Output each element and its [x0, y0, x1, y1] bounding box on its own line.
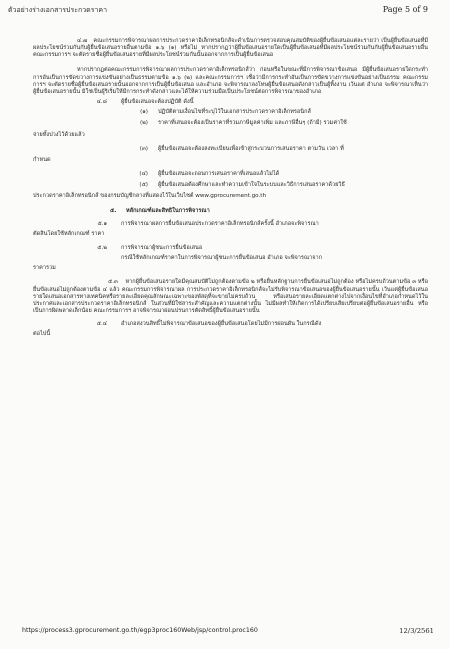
subclause-4-number: (๔): [139, 171, 148, 178]
clause-5-2: [33, 245, 428, 252]
clause-5-3-number: ๕.๓: [108, 279, 118, 286]
clause-5-1-text: การพิจารณาผลการยื่นข้อเสนอประกวดราคาอิเล็กทรอนิกส์ครั้งนี้ อำเภอจะพิจารณา: [121, 220, 319, 227]
clause-4-7-text: คณะกรรมการพิจารณาผลการประกวดราคาอิเล็กทรอนิกส์จะดำเนินการตรวจสอบคุณสมบัติของผู้ยื่นข้อเสนอแต่ละรายว่า เป็นผู้ยื่นข้อเสนอที่มีผลประโยชน์ร่วมกันกับผู้ยื่นข้อเสนอรายอื่นตามข้อ ๑.๖ (๑) หรือไม่ หากปรากฏว่าผู้ยื่นข้อเสนอรายใดเป็นผู้ยื่นข้อเสนอที่มีผลประโยชน์ร่วมกันกับผู้ยื่นข้อเสนอรายอื่น คณะกรรมการฯ จะตัดรายชื่อผู้ยื่นข้อเสนอรายที่มีผลประโยชน์ร่วมกันนั้นออกจากการเป็นผู้ยื่นข้อเสนอ: [33, 38, 429, 59]
clause-5-1: [33, 221, 428, 228]
clause-5-3: [33, 279, 428, 315]
subclause-2: [33, 120, 428, 127]
clause-4-7-number: ๔.๗: [77, 38, 88, 44]
page-number: Page 5 of 9: [382, 5, 428, 14]
subclause-1-number: (๑): [140, 109, 148, 116]
clause-4-8: [33, 99, 428, 106]
subclause-3-text: ผู้ยื่นข้อเสนอจะต้องลงทะเบียนเพื่อเข้าสู่กระบวนการเสนอราคา ตามวัน เวลา ที่: [158, 145, 344, 152]
clause-5-4: [33, 321, 428, 328]
clause-4-8-text: ผู้ยื่นข้อเสนอจะต้องปฏิบัติ ดังนี้: [121, 99, 194, 106]
clause-5-1-continuation: ตัดสินโดยใช้หลักเกณฑ์ ราคา: [33, 230, 105, 237]
subclause-4: [33, 171, 428, 178]
clause-5-2-continuation: ราคารวม: [33, 265, 56, 272]
subclause-2-number: (๒): [139, 120, 148, 127]
subclause-5-text: ผู้ยื่นข้อเสนอต้องศึกษาและทำความเข้าใจในระบบและวิธีการเสนอราคาด้วยวิธี: [158, 182, 345, 189]
document-header-title: ตัวอย่างร่างเอกสารประกวดราคา: [8, 6, 108, 14]
clause-5-1-number: ๕.๑: [97, 220, 107, 227]
subclause-5: [33, 182, 428, 189]
subclause-3-number: (๓): [139, 145, 148, 152]
footer-url: https://process3.gprocurement.go.th/egp3proc160Web/jsp/control.proc160: [22, 627, 258, 634]
clause-5-2-number: ๕.๒: [97, 244, 107, 251]
clause-5-2-text: การพิจารณาผู้ชนะการยื่นข้อเสนอ: [121, 244, 203, 251]
paragraph-collusion: หากปรากฏต่อคณะกรรมการพิจารณาผลการประกวดราคาอิเล็กทรอนิกส์ว่า ก่อนหรือในขณะที่มีการพิจารณาข้อเสนอ มีผู้ยื่นข้อเสนอรายใดกระทำการอันเป็นการขัดขวางการแข่งขันอย่างเป็นธรรมตามข้อ ๑.๖ (๒) และคณะกรรมการฯ เชื่อว่ามีการกระทำอันเป็นการขัดขวางการแข่งขันอย่างเป็นธรรม คณะกรรมการฯ จะตัดรายชื่อผู้ยื่นข้อเสนอรายนั้นออกจากการเป็นผู้ยื่นข้อเสนอ และอำเภอ จะพิจารณาลงโทษผู้ยื่นข้อเสนอดังกล่าวเป็นผู้ทิ้งงาน เว้นแต่ อำเภอ จะพิจารณาเห็นว่าผู้ยื่นข้อเสนอรายนั้น มิใช่เป็นผู้ริเริ่มให้มีการกระทำดังกล่าวและได้ให้ความร่วมมือเป็นประโยชน์ต่อการพิจารณาของอำเภอ: [33, 67, 428, 95]
footer-date: 12/3/2561: [399, 627, 434, 635]
subclause-5-continuation: ประกวดราคาอิเล็กทรอนิกส์ ของกรมบัญชีกลางที่แสดงไว้ในเว็บไซต์ www.gprocurement.go.th: [33, 193, 267, 200]
subclause-4-text: ผู้ยื่นข้อเสนอจะถอนการเสนอราคาที่เสนอแล้วไม่ได้: [158, 171, 280, 178]
clause-5-4-number: ๕.๔: [96, 321, 107, 328]
section-5-number: ๕.: [110, 207, 117, 214]
subclause-5-number: (๕): [139, 182, 148, 189]
clause-4-7: [33, 38, 428, 59]
section-5-title: หลักเกณฑ์และสิทธิในการพิจารณา: [126, 207, 210, 214]
subclause-3: [33, 146, 428, 153]
subclause-2-text: ราคาที่เสนอจะต้องเป็นราคาที่รวมภาษีมูลค่าเพิ่ม และภาษีอื่นๆ (ถ้ามี) รวมค่าใช้: [158, 120, 347, 127]
clause-5-3-text: หากผู้ยื่นข้อเสนอรายใดมีคุณสมบัติไม่ถูกต้องตามข้อ ๒ หรือยื่นหลักฐานการยื่นข้อเสนอไม่ถูกต้อง หรือไม่ครบถ้วนตามข้อ ๓ หรือยื่นข้อเสนอไม่ถูกต้องตามข้อ ๔ แล้ว คณะกรรมการพิจารณาผล การประกวดราคาอิเล็กทรอนิกส์จะไม่รับพิจารณาข้อเสนอของผู้ยื่นข้อเสนอรายนั้น เว้นแต่ผู้ยื่นข้อเสนอรายใดเสนอเอกสารทางเทคนิคหรือรายละเอียดคุณลักษณะเฉพาะของพัสดุที่จะขายไม่ครบถ้วน หรือเสนอรายละเอียดแตกต่างไปจากเงื่อนไขที่อำเภอกำหนดไว้ในประกาศและเอกสารประกวดราคาอิเล็กทรอนิกส์ ในส่วนที่มิใช่สาระสำคัญและความแตกต่างนั้น ไม่มีผลทำให้เกิดการได้เปรียบเสียเปรียบต่อผู้ยื่นข้อเสนอรายอื่น หรือเป็นการผิดพลาดเล็กน้อย คณะกรรมการฯ อาจพิจารณาผ่อนปรนการตัดสิทธิ์ผู้ยื่นข้อเสนอรายนั้น: [33, 279, 428, 315]
clause-5-2-line2: [33, 255, 428, 262]
subclause-3-continuation: กำหนด: [33, 156, 51, 163]
subclause-1: [33, 109, 428, 116]
section-5-heading: [33, 208, 428, 215]
document-body: [33, 38, 428, 346]
subclause-1-text: ปฏิบัติตามเงื่อนไขที่ระบุไว้ในเอกสารประกวดราคาอิเล็กทรอนิกส์: [158, 109, 311, 116]
clause-5-2-second-line: กรณีใช้หลักเกณฑ์ราคาในการพิจารณาผู้ชนะการยื่นข้อเสนอ อำเภอ จะพิจารณาจาก: [121, 255, 323, 262]
clause-5-4-text: อำเภอสงวนสิทธิ์ไม่พิจารณาข้อเสนอของผู้ยื่นข้อเสนอโดยไม่มีการผ่อนผัน ในกรณีดัง: [121, 321, 322, 328]
subclause-2-continuation: จ่ายทั้งปวงไว้ด้วยแล้ว: [33, 131, 85, 138]
clause-4-8-number: ๔.๘: [96, 99, 107, 106]
clause-5-4-continuation: ต่อไปนี้: [33, 331, 51, 338]
